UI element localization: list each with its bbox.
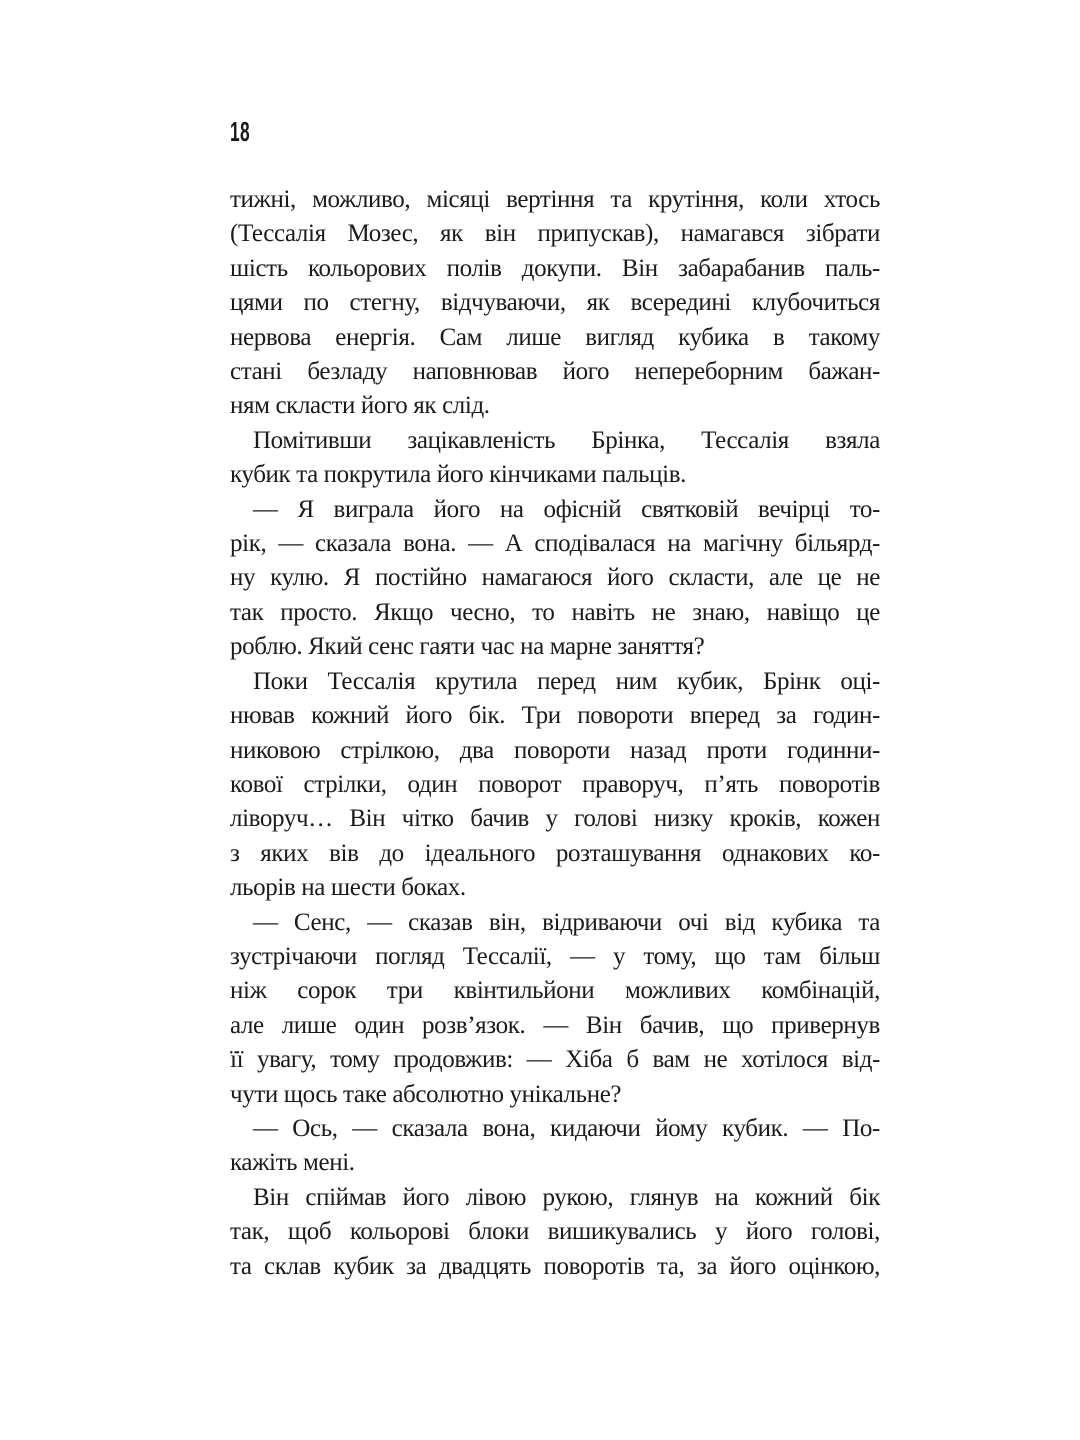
text-line: — Сенс, — сказав він, відриваючи очі від кубика та — [253, 908, 880, 936]
text-line: льорів на шести боках. — [230, 874, 466, 902]
text-line: — Я виграла його на офісній святковій вечірці то- — [253, 495, 880, 523]
text-line: кової стрілки, один поворот праворуч, п’ять поворотів — [230, 770, 880, 798]
paragraph — [230, 906, 880, 1112]
page-text — [230, 183, 880, 1284]
text-line: ніж сорок три квінтильйони можливих комбінацій, — [230, 977, 880, 1005]
paragraph — [230, 665, 880, 906]
text-line: ну кулю. Я постійно намагаюся його скласти, але це не — [230, 564, 880, 592]
text-line: нював кожний його бік. Три повороти вперед за годин- — [230, 702, 880, 730]
text-line: стані безладу наповнював його непереборним бажан- — [230, 358, 880, 386]
text-line: Помітивши зацікавленість Брінка, Тессалія взяла — [253, 426, 880, 454]
text-line: кубик та покрутила його кінчиками пальців. — [230, 461, 687, 489]
text-line: та склав кубик за двадцять поворотів та, за його оцінкою, — [230, 1252, 880, 1280]
text-line: тижні, можливо, місяці вертіння та крутіння, коли хтось — [230, 186, 880, 213]
paragraph — [230, 1112, 880, 1181]
text-line: — Ось, — сказала вона, кидаючи йому кубик. — По- — [253, 1114, 880, 1142]
text-line: рік, — сказала вона. — А сподівалася на магічну більярд- — [230, 530, 880, 558]
text-line: Поки Тессалія крутила перед ним кубик, Брінк оці- — [253, 667, 880, 695]
text-line: кажіть мені. — [230, 1149, 355, 1177]
text-line: шість кольорових полів докупи. Він забарабанив паль- — [230, 254, 880, 282]
text-line: ням скласти його як слід. — [230, 392, 490, 420]
text-line: але лише один розв’язок. — Він бачив, що привернув — [230, 1011, 880, 1039]
text-line: зустрічаючи погляд Тессалії, — у тому, що там більш — [230, 942, 880, 970]
text-line: так, щоб кольорові блоки вишикувались у його голові, — [230, 1218, 880, 1246]
text-line: роблю. Який сенс гаяти час на марне заняття? — [230, 633, 705, 661]
text-line: нервова енергія. Сам лише вигляд кубика в такому — [230, 323, 880, 351]
text-line: її увагу, тому продовжив: — Хіба б вам не хотілося від- — [230, 1046, 880, 1074]
paragraph — [230, 1181, 880, 1284]
text-line: чути щось таке абсолютно унікальне? — [230, 1080, 622, 1108]
text-line: никовою стрілкою, два повороти назад проти годинни- — [230, 736, 880, 764]
paragraph — [230, 493, 880, 665]
page-number: 18 — [230, 116, 250, 147]
text-line: ліворуч… Він чітко бачив у голові низку кроків, кожен — [230, 805, 880, 833]
text-line: цями по стегну, відчуваючи, як всередині клубочиться — [230, 289, 880, 317]
text-line: так просто. Якщо чесно, то навіть не знаю, навіщо це — [230, 598, 880, 626]
text-line: з яких вів до ідеального розташування однакових ко- — [230, 839, 880, 867]
paragraph — [230, 183, 880, 424]
paragraph — [230, 424, 880, 493]
text-line: Він спіймав його лівою рукою, глянув на кожний бік — [253, 1183, 880, 1211]
text-line: (Тессалія Мозес, як він припускав), намагався зібрати — [230, 220, 880, 248]
